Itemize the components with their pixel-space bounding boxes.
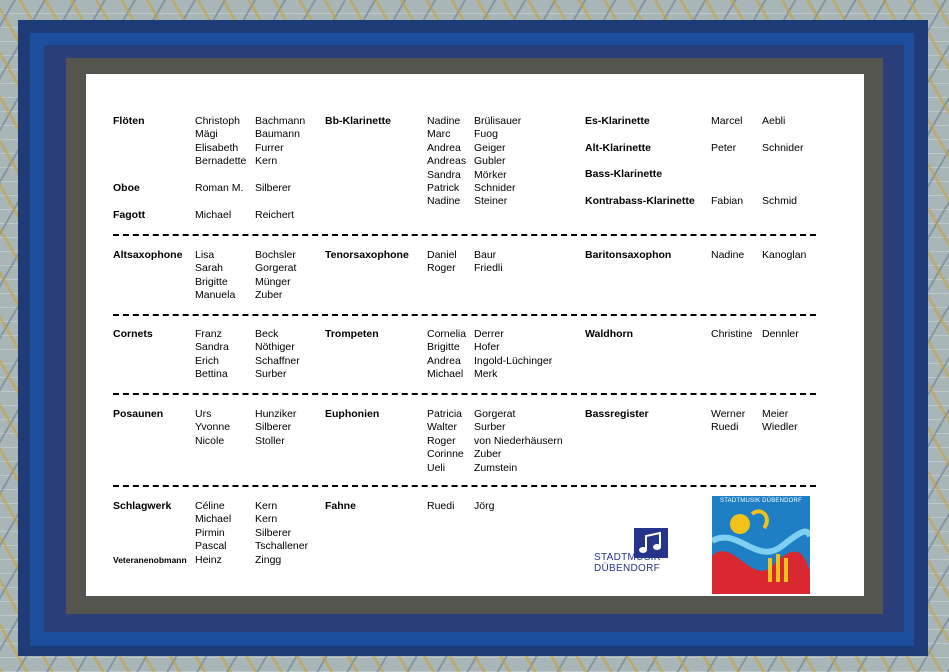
first-names-schlagwerk [195,500,231,567]
name-entry: Reichert [255,209,295,221]
name-entry: Marcel [711,115,743,127]
name-entry: Zuber [474,448,502,461]
section-label-veteranenobmann: Veteranenobmann [113,555,187,565]
first-names-bb-klarinette [427,115,466,209]
name-entry: Geiger [474,141,506,154]
name-entry: Nadine [711,249,745,261]
name-entry: Yvonne [195,421,231,434]
name-entry: Nadine [427,195,461,208]
last-names-kontrabass-klarinette [762,195,797,208]
name-entry: Baur [474,249,497,261]
section-label-bassregister: Bassregister [585,408,649,420]
first-names-tenorsaxophone [427,249,457,276]
name-entry: Peter [711,142,737,154]
name-entry: Céline [195,500,225,512]
name-entry: Gorgerat [474,408,516,420]
last-names-fahne [474,500,494,513]
name-entry: Mägi [195,128,218,141]
name-entry: Brigitte [195,275,228,288]
first-names-alt-klarinette [711,142,736,155]
last-names-cornets [255,328,300,382]
name-entry: Meier [762,408,789,420]
name-entry: Ruedi [711,421,739,434]
name-entry: Merk [474,368,498,381]
section-label-es-klarinette: Es-Klarinette [585,115,650,127]
name-entry: Lisa [195,249,215,261]
first-names-euphonien [427,408,464,475]
name-entry: Manuela [195,289,236,302]
name-entry: Patricia [427,408,463,420]
name-entry: Nicole [195,434,225,447]
section-divider [113,234,816,236]
logo-text-line1: STADTMUSIK [594,552,661,563]
name-entry: Franz [195,328,222,340]
name-entry: Schnider [762,142,804,154]
name-entry: Michael [195,513,232,526]
name-entry: Jörg [474,500,495,512]
name-entry: Christine [711,328,753,340]
name-entry: Münger [255,275,291,288]
section-label-oboe: Oboe [113,182,140,194]
name-entry: Hofer [474,341,500,354]
first-names-kontrabass-klarinette [711,195,743,208]
first-names-posaunen [195,408,230,448]
name-entry: Beck [255,328,279,340]
badge-artwork-icon [712,496,810,594]
name-entry: Steiner [474,195,508,208]
name-entry: Urs [195,408,212,420]
last-names-bassregister [762,408,798,435]
section-label-kontrabass-klarinette: Kontrabass-Klarinette [585,195,695,207]
name-entry: Andrea [427,354,461,367]
first-names-cornets [195,328,229,382]
stadtmusik-logo [594,528,672,582]
name-entry: Cornelia [427,328,467,340]
name-entry: Schnider [474,181,516,194]
first-names-fagott [195,209,231,222]
section-divider [113,314,816,316]
badge-text: STADTMUSIK DÜBENDORF [720,498,802,504]
section-label-waldhorn: Waldhorn [585,328,634,340]
name-entry: Andrea [427,141,461,154]
name-entry: Aebli [762,115,786,127]
last-names-posaunen [255,408,296,448]
name-entry: Sandra [427,168,461,181]
section-label-posaunen: Posaunen [113,408,164,420]
name-entry: Zuber [255,289,283,302]
name-entry: Ruedi [427,500,455,512]
name-entry: Michael [195,209,232,221]
logo-text-line2: DÜBENDORF [594,563,661,574]
name-entry: Dennler [762,328,799,340]
name-entry: Gorgerat [255,262,297,275]
name-entry: Baumann [255,128,300,141]
name-entry: Roger [427,434,456,447]
section-label-trompeten: Trompeten [325,328,379,340]
name-entry: Gubler [474,155,506,168]
name-entry: Furrer [255,141,284,154]
name-entry: Brülisauer [474,115,522,127]
name-entry: Bachmann [255,115,306,127]
name-entry: Walter [427,421,457,434]
name-entry: Schmid [762,195,798,207]
name-entry: Erich [195,354,219,367]
first-names-altsaxophone [195,249,235,303]
section-label-bb-klarinette: Bb-Klarinette [325,115,391,127]
name-entry: Friedli [474,262,503,275]
name-entry: Ueli [427,461,446,474]
last-names-alt-klarinette [762,142,803,155]
name-entry: Silberer [255,421,292,434]
section-label-fagott: Fagott [113,209,146,221]
name-entry: Fabian [711,195,744,207]
name-entry: Mörker [474,168,507,181]
last-names-es-klarinette [762,115,785,128]
first-names-trompeten [427,328,466,382]
name-entry: Surber [255,368,287,381]
name-entry: Patrick [427,181,460,194]
section-label-baritonsaxophon: Baritonsaxophon [585,249,672,261]
name-entry: Sandra [195,341,229,354]
name-entry: Stoller [255,434,285,447]
name-entry: Corinne [427,448,464,461]
name-entry: Zumstein [474,461,518,474]
name-entry: Nöthiger [255,341,295,354]
name-entry: Sarah [195,262,224,275]
name-entry: Wiedler [762,421,798,434]
section-label-altsaxophone: Altsaxophone [113,249,183,261]
name-entry: Zingg [255,553,282,566]
name-entry: Nadine [427,115,461,127]
name-entry: Tschallener [255,540,309,553]
name-entry: Ingold-Lüchinger [474,354,553,367]
name-entry: Werner [711,408,746,420]
name-entry: Bochsler [255,249,296,261]
section-label-euphonien: Euphonien [325,408,380,420]
last-names-schlagwerk [255,500,308,567]
name-entry: Schaffner [255,354,300,367]
section-divider [113,393,816,395]
last-names-floeten [255,115,305,169]
last-names-euphonien [474,408,563,475]
last-names-oboe [255,182,291,195]
section-label-bass-klarinette: Bass-Klarinette [585,168,663,180]
name-entry: Kanoglan [762,249,807,261]
name-entry: Brigitte [427,341,460,354]
name-entry: Silberer [255,526,292,539]
name-entry: Elisabeth [195,141,239,154]
name-entry: Kern [255,513,278,526]
first-names-floeten [195,115,246,169]
section-label-fahne: Fahne [325,500,356,512]
last-names-tenorsaxophone [474,249,503,276]
name-entry: Bernadette [195,155,247,168]
section-label-alt-klarinette: Alt-Klarinette [585,142,651,154]
name-entry: Daniel [427,249,457,261]
name-entry: Marc [427,128,451,141]
name-entry: Christoph [195,115,240,127]
last-names-trompeten [474,328,552,382]
first-names-es-klarinette [711,115,743,128]
name-entry: Surber [474,421,506,434]
section-label-tenorsaxophone: Tenorsaxophone [325,249,409,261]
first-names-waldhorn [711,328,752,341]
name-entry: Andreas [427,155,467,168]
last-names-fagott [255,209,294,222]
last-names-baritonsaxophon [762,249,806,262]
stadtmusik-badge [712,496,810,594]
name-entry: Roman M. [195,182,244,194]
name-entry: Hunziker [255,408,297,420]
name-entry: Roger [427,262,456,275]
name-entry: Pirmin [195,526,225,539]
name-entry: Kern [255,500,278,512]
last-names-bb-klarinette [474,115,521,209]
section-label-schlagwerk: Schlagwerk [113,500,172,512]
logo-text [594,552,672,574]
section-label-cornets: Cornets [113,328,153,340]
name-entry: Michael [427,368,464,381]
name-entry: von Niederhäusern [474,434,563,447]
first-names-fahne [427,500,454,513]
section-divider [113,485,816,487]
name-entry: Heinz [195,553,222,566]
name-entry: Bettina [195,368,228,381]
first-names-baritonsaxophon [711,249,744,262]
name-entry: Fuog [474,128,498,141]
name-entry: Kern [255,155,278,168]
last-names-waldhorn [762,328,799,341]
first-names-oboe [195,182,243,195]
name-entry: Silberer [255,182,292,194]
first-names-bassregister [711,408,745,435]
last-names-altsaxophone [255,249,296,303]
section-label-floeten: Flöten [113,115,145,127]
name-entry: Derrer [474,328,504,340]
name-entry: Pascal [195,540,227,553]
